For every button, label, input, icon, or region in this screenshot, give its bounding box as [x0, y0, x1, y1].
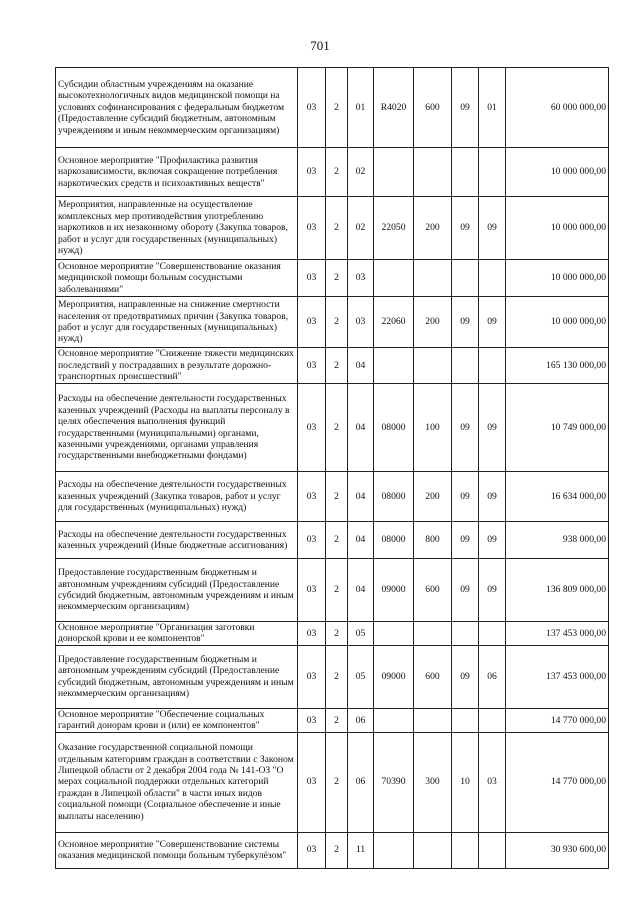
expense-type-code: 600 [414, 68, 452, 148]
table-row [56, 622, 609, 646]
program-code: 03 [298, 348, 326, 384]
program-code: 03 [298, 148, 326, 197]
subprogram-code: 2 [326, 384, 348, 472]
subsection-code [479, 148, 506, 197]
program-code: 03 [298, 732, 326, 832]
program-code: 03 [298, 197, 326, 260]
row-name: Субсидии областным учреждениям на оказание высокотехнологичных видов медицинской помощи на условиях софинансирования с федеральным бюджетом (Предоставление субсидий бюджетным, автономным учреждениям и иным некоммерческим организациям) [56, 68, 298, 148]
amount-cell: 30 930 600,00 [506, 832, 609, 868]
subprogram-code: 2 [326, 348, 348, 384]
row-name: Основное мероприятие "Снижение тяжести медицинских последствий у пострадавших в результате дорожно-транспортных происшествий" [56, 348, 298, 384]
table-row [56, 348, 609, 384]
expense-type-code [414, 622, 452, 646]
direction-code: 08000 [374, 522, 414, 559]
event-code: 02 [348, 148, 374, 197]
expense-type-code [414, 708, 452, 732]
subsection-code: 01 [479, 68, 506, 148]
program-code: 03 [298, 559, 326, 622]
subprogram-code: 2 [326, 197, 348, 260]
table-row [56, 472, 609, 522]
subprogram-code: 2 [326, 622, 348, 646]
expense-type-code: 100 [414, 384, 452, 472]
expense-type-code: 600 [414, 559, 452, 622]
row-name: Расходы на обеспечение деятельности государственных казенных учреждений (Расходы на выплаты персоналу в целях обеспечения выполнения функций государственными (муниципальными) органами, казенными учреждениями, органами управления государственными внебюджетными фондами) [56, 384, 298, 472]
direction-code: 22060 [374, 297, 414, 348]
amount-cell: 14 770 000,00 [506, 708, 609, 732]
direction-code: 08000 [374, 472, 414, 522]
subsection-code [479, 708, 506, 732]
subsection-code: 09 [479, 297, 506, 348]
program-code: 03 [298, 384, 326, 472]
program-code: 03 [298, 472, 326, 522]
direction-code [374, 348, 414, 384]
program-code: 03 [298, 260, 326, 297]
program-code: 03 [298, 708, 326, 732]
program-code: 03 [298, 832, 326, 868]
table-row [56, 68, 609, 148]
section-code: 09 [452, 68, 479, 148]
expense-type-code: 800 [414, 522, 452, 559]
amount-cell: 60 000 000,00 [506, 68, 609, 148]
event-code: 02 [348, 197, 374, 260]
table-row [56, 197, 609, 260]
row-name: Основное мероприятие "Обеспечение социальных гарантий донорам крови и (или) ее компонентов" [56, 708, 298, 732]
event-code: 04 [348, 522, 374, 559]
section-code: 09 [452, 472, 479, 522]
table-body [56, 68, 609, 869]
table-row [56, 708, 609, 732]
event-code: 04 [348, 384, 374, 472]
amount-cell: 16 634 000,00 [506, 472, 609, 522]
subprogram-code: 2 [326, 148, 348, 197]
expense-type-code: 200 [414, 197, 452, 260]
subsection-code: 09 [479, 197, 506, 260]
expense-type-code: 200 [414, 472, 452, 522]
amount-cell: 137 453 000,00 [506, 622, 609, 646]
subsection-code: 06 [479, 645, 506, 708]
row-name: Расходы на обеспечение деятельности государственных казенных учреждений (Закупка товаров, работ и услуг для государственных (муниципальных) нужд) [56, 472, 298, 522]
subprogram-code: 2 [326, 297, 348, 348]
direction-code: R4020 [374, 68, 414, 148]
row-name: Мероприятия, направленные на осуществление комплексных мер противодействия употреблению наркотиков и их незаконному обороту (Закупка товаров, работ и услуг для государственных (муниципальных) нужд) [56, 197, 298, 260]
amount-cell: 14 770 000,00 [506, 732, 609, 832]
amount-cell: 10 749 000,00 [506, 384, 609, 472]
subsection-code [479, 832, 506, 868]
subsection-code: 03 [479, 732, 506, 832]
program-code: 03 [298, 622, 326, 646]
section-code [452, 148, 479, 197]
section-code [452, 622, 479, 646]
direction-code [374, 708, 414, 732]
section-code [452, 348, 479, 384]
amount-cell: 10 000 000,00 [506, 297, 609, 348]
direction-code: 09000 [374, 645, 414, 708]
direction-code [374, 148, 414, 197]
subsection-code: 09 [479, 472, 506, 522]
section-code: 09 [452, 645, 479, 708]
subprogram-code: 2 [326, 260, 348, 297]
section-code: 09 [452, 384, 479, 472]
direction-code: 08000 [374, 384, 414, 472]
row-name: Расходы на обеспечение деятельности государственных казенных учреждений (Иные бюджетные ассигнования) [56, 522, 298, 559]
subprogram-code: 2 [326, 472, 348, 522]
program-code: 03 [298, 297, 326, 348]
section-code: 09 [452, 297, 479, 348]
program-code: 03 [298, 68, 326, 148]
subprogram-code: 2 [326, 522, 348, 559]
row-name: Основное мероприятие "Совершенствование оказания медицинской помощи больным сосудистыми заболеваниями" [56, 260, 298, 297]
section-code [452, 832, 479, 868]
direction-code: 22050 [374, 197, 414, 260]
row-name: Основное мероприятие "Совершенствование системы оказания медицинской помощи больным туберкулёзом" [56, 832, 298, 868]
subprogram-code: 2 [326, 708, 348, 732]
direction-code: 09000 [374, 559, 414, 622]
section-code [452, 708, 479, 732]
section-code: 09 [452, 522, 479, 559]
row-name: Оказание государственной социальной помощи отдельным категориям граждан в соответствии с Законом Липецкой области от 2 декабря 2004 года № 141-ОЗ "О мерах социальной поддержки отдельных категорий граждан в Липецкой области" в части иных видов социальной помощи (Социальное обеспечение и иные выплаты населению) [56, 732, 298, 832]
direction-code [374, 832, 414, 868]
page-number: 701 [310, 38, 330, 53]
direction-code [374, 260, 414, 297]
subsection-code: 09 [479, 559, 506, 622]
subsection-code: 09 [479, 522, 506, 559]
table-row [56, 645, 609, 708]
expense-type-code [414, 148, 452, 197]
table-row [56, 297, 609, 348]
direction-code [374, 622, 414, 646]
subprogram-code: 2 [326, 559, 348, 622]
subprogram-code: 2 [326, 832, 348, 868]
amount-cell: 165 130 000,00 [506, 348, 609, 384]
table-row [56, 522, 609, 559]
row-name: Основное мероприятие "Организация заготовки донорской крови и ее компонентов" [56, 622, 298, 646]
event-code: 05 [348, 645, 374, 708]
event-code: 06 [348, 732, 374, 832]
expense-type-code: 300 [414, 732, 452, 832]
event-code: 11 [348, 832, 374, 868]
row-name: Предоставление государственным бюджетным и автономным учреждениям субсидий (Предоставление субсидий бюджетным, автономным учреждениям и иным некоммерческим организациям) [56, 645, 298, 708]
section-code [452, 260, 479, 297]
table-row [56, 384, 609, 472]
expense-type-code: 600 [414, 645, 452, 708]
row-name: Основное мероприятие "Профилактика развития наркозависимости, включая сокращение потребления наркотических средств и психоактивных веществ" [56, 148, 298, 197]
event-code: 01 [348, 68, 374, 148]
expense-type-code [414, 348, 452, 384]
subprogram-code: 2 [326, 68, 348, 148]
section-code: 09 [452, 559, 479, 622]
amount-cell: 10 000 000,00 [506, 197, 609, 260]
row-name: Предоставление государственным бюджетным и автономным учреждениям субсидий (Предоставление субсидий бюджетным, автономным учреждениям и иным некоммерческим организациям) [56, 559, 298, 622]
row-name: Мероприятия, направленные на снижение смертности населения от предотвратимых причин (Закупка товаров, работ и услуг для государственных (муниципальных) нужд) [56, 297, 298, 348]
program-code: 03 [298, 522, 326, 559]
event-code: 06 [348, 708, 374, 732]
event-code: 04 [348, 348, 374, 384]
amount-cell: 938 000,00 [506, 522, 609, 559]
amount-cell: 10 000 000,00 [506, 260, 609, 297]
subsection-code: 09 [479, 384, 506, 472]
expense-type-code [414, 260, 452, 297]
subsection-code [479, 260, 506, 297]
table-row [56, 732, 609, 832]
table-row [56, 148, 609, 197]
event-code: 03 [348, 260, 374, 297]
subsection-code [479, 348, 506, 384]
event-code: 05 [348, 622, 374, 646]
amount-cell: 137 453 000,00 [506, 645, 609, 708]
event-code: 04 [348, 472, 374, 522]
budget-table [55, 67, 609, 869]
event-code: 04 [348, 559, 374, 622]
amount-cell: 136 809 000,00 [506, 559, 609, 622]
subsection-code [479, 622, 506, 646]
subprogram-code: 2 [326, 732, 348, 832]
section-code: 10 [452, 732, 479, 832]
table-row [56, 559, 609, 622]
program-code: 03 [298, 645, 326, 708]
expense-type-code [414, 832, 452, 868]
direction-code: 70390 [374, 732, 414, 832]
table-row [56, 832, 609, 868]
amount-cell: 10 000 000,00 [506, 148, 609, 197]
subprogram-code: 2 [326, 645, 348, 708]
section-code: 09 [452, 197, 479, 260]
event-code: 03 [348, 297, 374, 348]
table-row [56, 260, 609, 297]
expense-type-code: 200 [414, 297, 452, 348]
